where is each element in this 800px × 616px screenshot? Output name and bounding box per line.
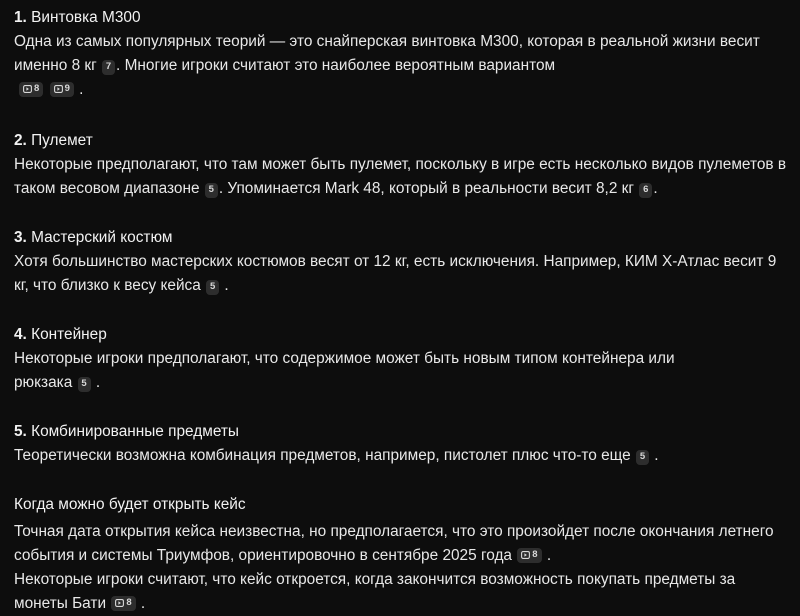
source-reference[interactable]: 5 — [636, 450, 649, 465]
section-number: 1. — [14, 9, 27, 26]
body-text: Теоретически возможна комбинация предметов, например, пистолет плюс что-то еще — [14, 447, 631, 464]
body-text: Некоторые предполагают, что там может быть пулемет, поскольку в игре есть несколько видов пулеметов в таком весовом диапазоне — [14, 156, 787, 197]
source-reference[interactable]: 5 — [78, 377, 91, 392]
section-body: Одна из самых популярных теорий — это снайперская винтовка M300, которая в реальной жизни весит именно 8 кг 7 . Многие игроки считают это наиболее вероятным вариантом 8 9 . — [14, 30, 786, 102]
section-m300 — [14, 6, 786, 102]
section-heading — [14, 129, 786, 153]
body-text: Некоторые игроки считают, что кейс откроется, когда закончится возможность покупать предметы за монеты Бати — [14, 571, 736, 612]
body-text: Точная дата открытия кейса неизвестна, но предполагается, что это произойдет после окончания летнего события и системы Триумфов, ориентировочно в сентябре 2025 года — [14, 523, 774, 564]
body-text: . — [140, 595, 146, 612]
source-reference[interactable]: 7 — [102, 60, 115, 75]
section-number: 5. — [14, 423, 27, 440]
video-reference[interactable] — [111, 596, 135, 611]
section-heading — [14, 323, 786, 347]
body-text: . Упоминается Mark 48, который в реальности весит 8,2 кг — [218, 180, 635, 197]
body-text: . — [653, 180, 658, 197]
section-body — [14, 347, 704, 395]
section-body — [14, 444, 786, 468]
source-reference[interactable]: 5 — [205, 183, 218, 198]
section-number: 3. — [14, 229, 27, 246]
body-text: . — [95, 374, 101, 391]
source-reference[interactable]: 5 — [206, 280, 219, 295]
body-text: . — [546, 547, 552, 564]
section-title: Мастерский костюм — [31, 229, 173, 246]
section-body — [14, 153, 786, 201]
section-heading — [14, 493, 786, 517]
source-reference[interactable]: 6 — [639, 183, 652, 198]
video-reference[interactable] — [19, 82, 43, 97]
section-title: Комбинированные предметы — [31, 423, 239, 440]
reference-number: 8 — [126, 597, 132, 608]
video-reference[interactable] — [50, 82, 74, 97]
section-heading — [14, 226, 786, 250]
section-title: Пулемет — [31, 132, 93, 149]
play-icon — [115, 599, 124, 607]
body-text: . — [224, 277, 229, 294]
body-text: Хотя большинство мастерских костюмов весят от 12 кг, есть исключения. Например, КИМ X-Атлас весит 9 кг, что близко к весу кейса — [14, 253, 777, 294]
play-icon — [521, 551, 530, 559]
section-case-opening — [14, 493, 786, 616]
body-text: . Многие игроки считают это наиболее вероятным вариантом — [116, 57, 556, 74]
section-master-suit — [14, 226, 786, 298]
body-text: . — [654, 447, 659, 464]
reference-number: 9 — [64, 83, 70, 94]
body-text: Одна из самых популярных теорий — это снайперская винтовка M300, которая в реальной жизни весит именно 8 кг — [14, 33, 760, 74]
section-heading — [14, 6, 786, 30]
reference-number: 8 — [532, 549, 538, 560]
reference-number: 8 — [34, 83, 40, 94]
video-reference[interactable] — [517, 548, 541, 563]
section-machine-gun — [14, 129, 786, 201]
section-title: Контейнер — [31, 326, 107, 343]
section-title: Винтовка M300 — [31, 9, 141, 26]
section-container — [14, 323, 786, 395]
section-number: 2. — [14, 132, 27, 149]
section-title: Когда можно будет открыть кейс — [14, 496, 246, 513]
play-icon — [23, 85, 32, 93]
play-icon — [54, 85, 63, 93]
section-combined-items — [14, 420, 786, 468]
section-number: 4. — [14, 326, 27, 343]
section-body — [14, 520, 786, 616]
section-body — [14, 250, 786, 298]
body-text: Некоторые игроки предполагают, что содержимое может быть новым типом контейнера или рюкзака — [14, 350, 675, 391]
section-heading — [14, 420, 786, 444]
